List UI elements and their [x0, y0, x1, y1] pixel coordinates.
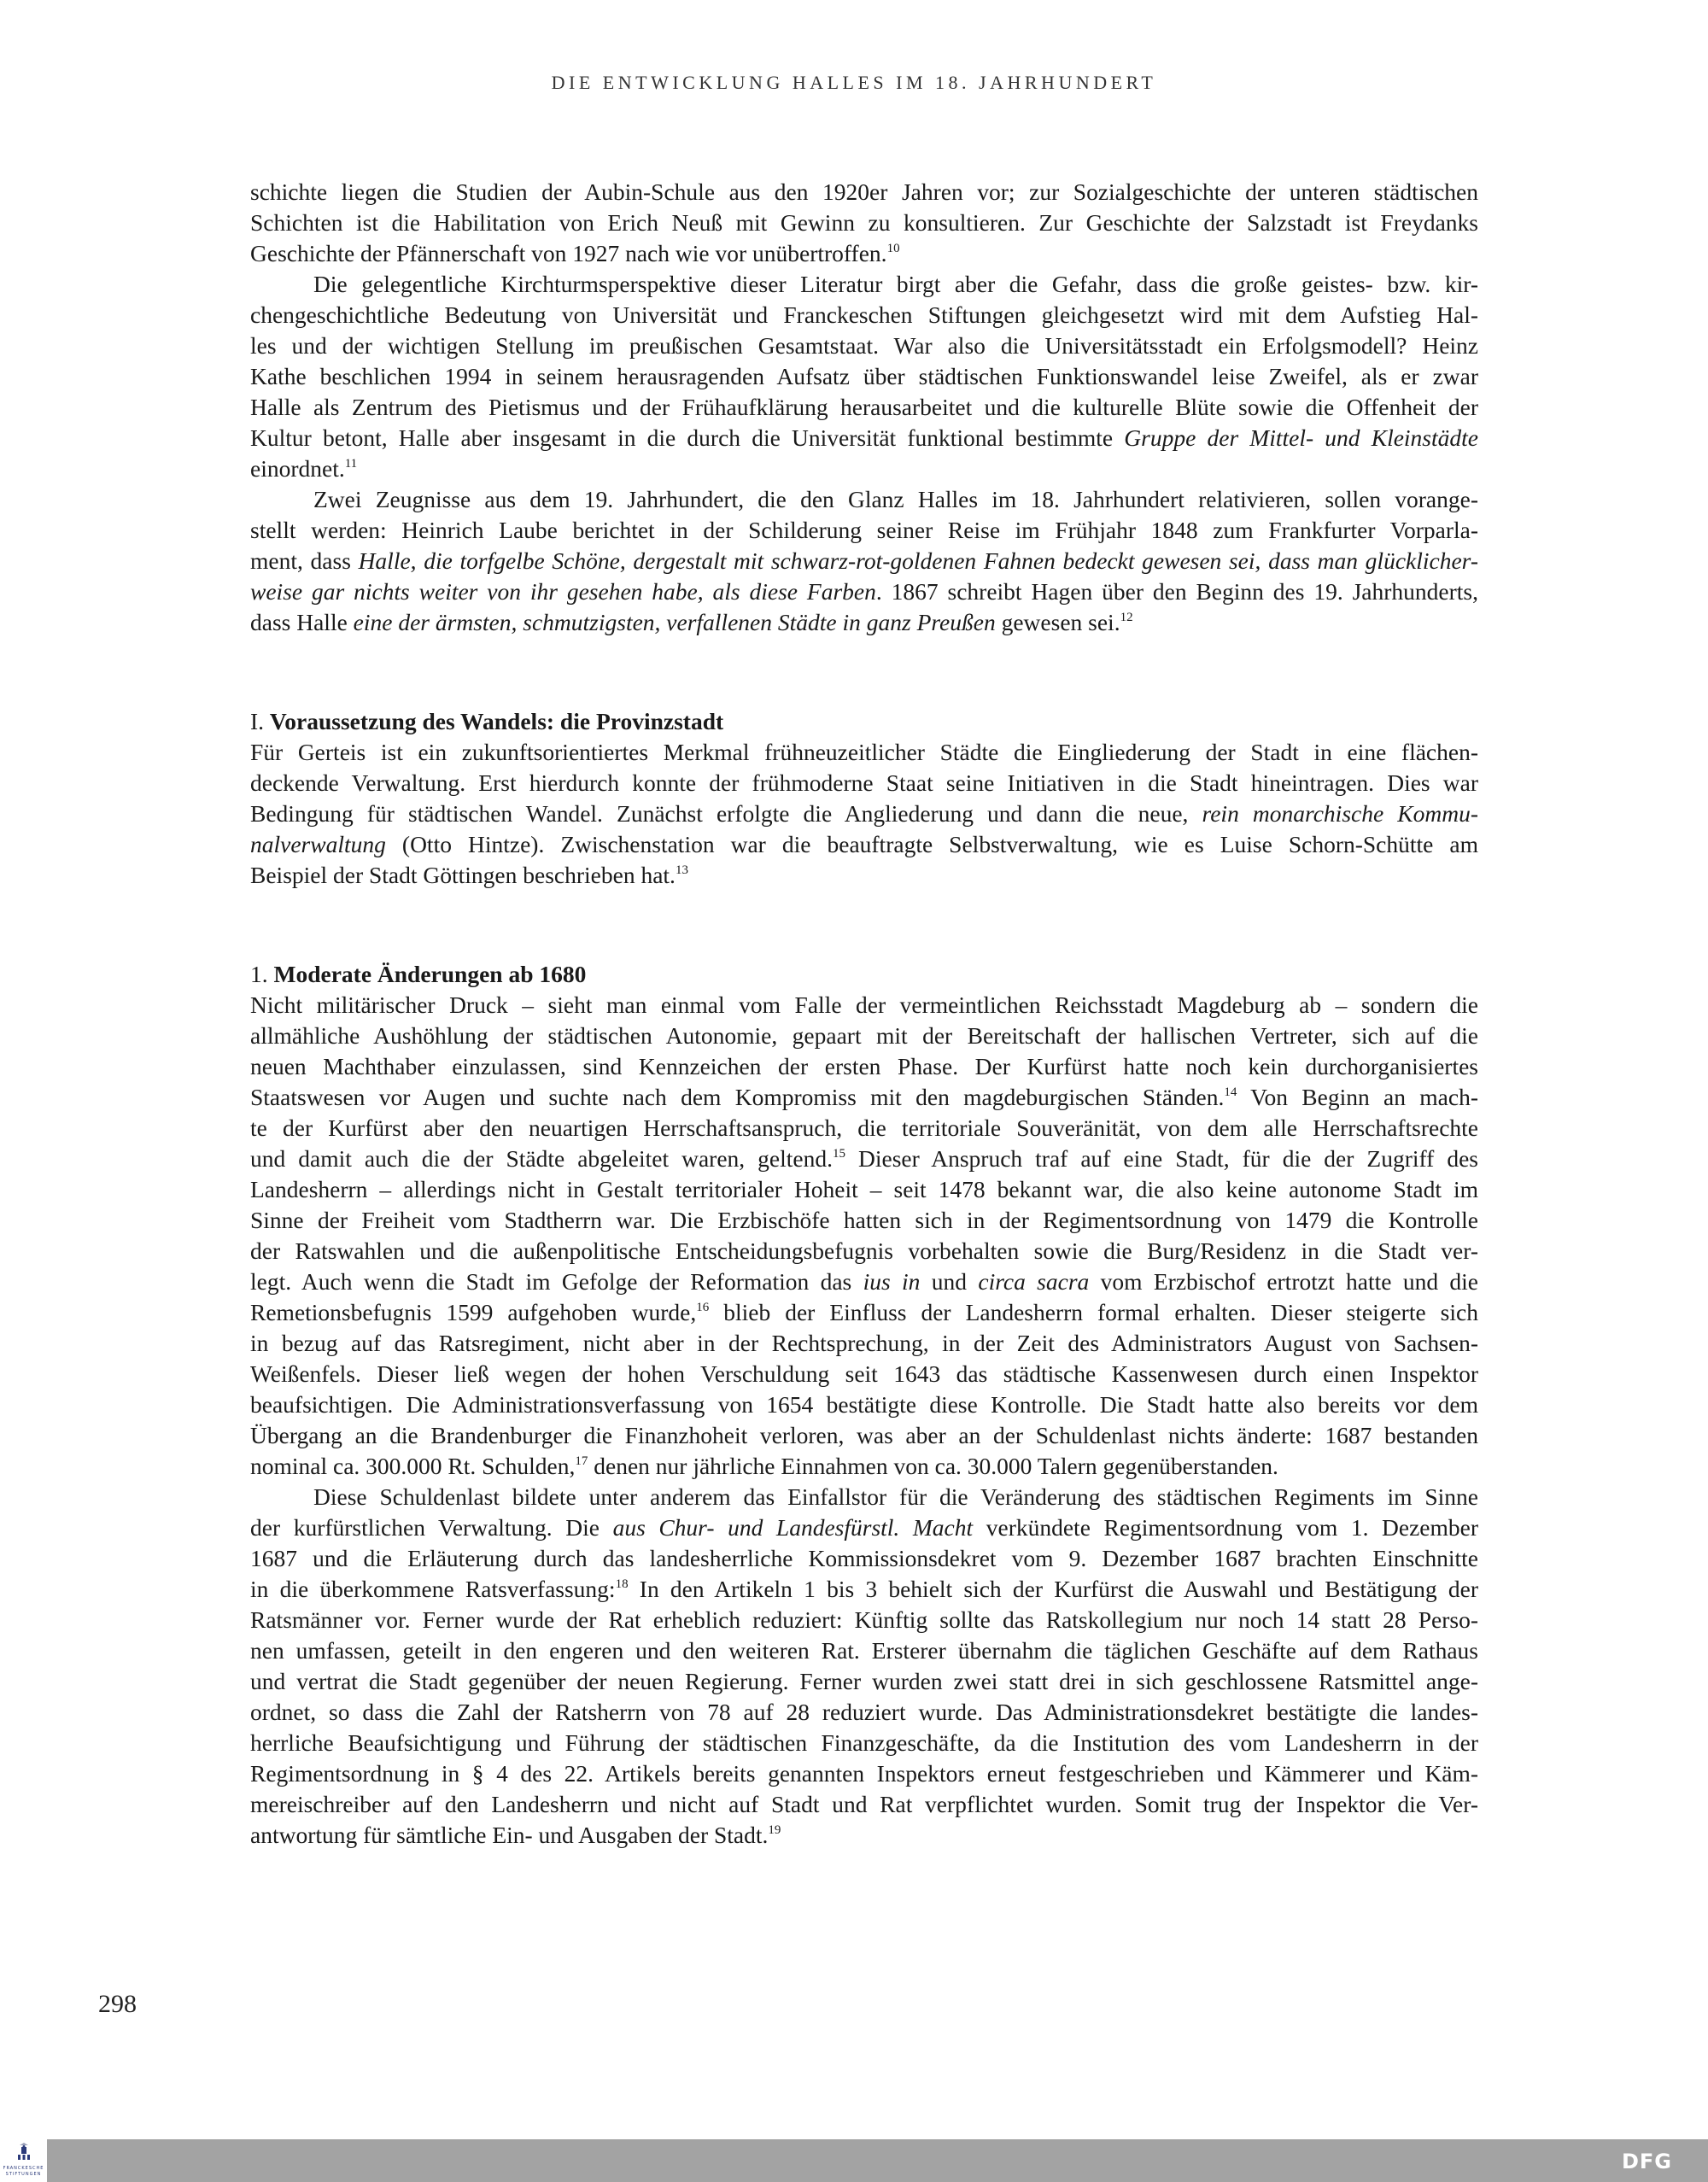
footnote-marker[interactable]: 16 [696, 1301, 710, 1314]
text-line [250, 1546, 1478, 1571]
text-run: 1687 und die Erläuterung durch das landesherrliche Kommissionsdekret vom 9. Dezember 1687 brachten Einschnitte [250, 1545, 1478, 1571]
section-number: 1. [250, 961, 274, 987]
text-run: Halle als Zentrum des Pietismus und der Frühaufklärung herausarbeitet und die kulturelle Blüte sowie die Offenheit der [250, 394, 1478, 420]
text-run: stellt werden: Heinrich Laube berichtet in der Schilderung seiner Reise im Frühjahr 1848 zum Frankfurter Vorparla- [250, 517, 1478, 543]
text-run: Übergang an die Brandenburger die Finanzhoheit verloren, was aber an der Schuldenlast nichts änderte: 1687 bestanden [250, 1422, 1478, 1448]
text-run: der kurfürstlichen Verwaltung. Die [250, 1514, 613, 1541]
text-line [250, 1238, 1478, 1264]
logo-text-line2: STIFTUNGEN [5, 2172, 42, 2177]
text-run: vom Erzbischof ertrotzt hatte und die [1089, 1268, 1479, 1295]
text-line [250, 1269, 1478, 1295]
text-run: Moderate Änderungen ab 1680 [273, 961, 587, 987]
footnote-marker[interactable]: 11 [344, 457, 358, 471]
text-run: legt. Auch wenn die Stadt im Gefolge der Reformation das [250, 1268, 863, 1295]
text-line [250, 770, 1478, 796]
footnote-marker[interactable]: 19 [768, 1823, 781, 1837]
footnote-marker[interactable]: 18 [615, 1577, 629, 1591]
italic-quote: Halle, die torfgelbe Schöne, dergestalt mit schwarz-rot-goldenen Fahnen bedeckt gewesen sei, dass man glücklicher- [358, 547, 1478, 574]
text-line [250, 548, 1478, 574]
text-run: Bedingung für städtischen Wandel. Zunächst erfolgte die Angliederung und dann die neue, [250, 800, 1202, 827]
footer-bar [47, 2139, 1708, 2182]
text-run: Zwei Zeugnisse aus dem 19. Jahrhundert, die den Glanz Halles im 18. Jahrhundert relativieren, sollen vorange- [313, 486, 1478, 512]
text-line [250, 1792, 1478, 1817]
text-line [250, 1761, 1478, 1787]
text-run: Dieser Anspruch traf auf eine Stadt, für die der Zugriff des [845, 1145, 1478, 1172]
text-run: herrliche Beaufsichtigung und Führung der städtischen Finanzgeschäfte, da die Institution des vom Landesherrn in der [250, 1729, 1478, 1756]
text-run: dass Halle [250, 609, 354, 635]
foundation-figure-icon [17, 2143, 31, 2162]
italic-quote: circa sacra [978, 1268, 1090, 1295]
text-run: Voraussetzung des Wandels: die Provinzstadt [269, 708, 724, 734]
text-run: blieb der Einfluss der Landesherrn formal erhalten. Dieser steigerte sich [709, 1299, 1478, 1325]
page-number: 298 [98, 1990, 137, 2018]
text-line [250, 1392, 1478, 1418]
text-run: nominal ca. 300.000 Rt. Schulden, [250, 1453, 576, 1479]
text-line [250, 1822, 1478, 1848]
text-line [250, 456, 1478, 482]
text-run: Schichten ist die Habilitation von Erich Neuß mit Gewinn zu konsultieren. Zur Geschichte der Salzstadt ist Freydanks [250, 209, 1478, 236]
text-line [250, 1177, 1478, 1202]
text-line [250, 863, 1478, 888]
text-line [250, 302, 1478, 328]
text-run: mereischreiber auf den Landesherrn und nicht auf Stadt und Rat verpflichtet wurden. Somit trug der Inspektor die Ver- [250, 1791, 1478, 1817]
text-line [250, 1085, 1478, 1110]
text-run: Beispiel der Stadt Göttingen beschrieben hat. [250, 862, 676, 888]
italic-quote: aus Chur- und Landesfürstl. Macht [612, 1514, 974, 1541]
footnote-marker[interactable]: 10 [886, 242, 900, 255]
text-line [250, 241, 1478, 266]
text-run: der Ratswahlen und die außenpolitische Entscheidungsbefugnis vorbehalten sowie die Burg/Residenz in die Stadt ver- [250, 1237, 1478, 1264]
running-head: DIE ENTWICKLUNG HALLES IM 18. JAHRHUNDERT [551, 72, 1157, 93]
italic-quote: rein monarchische Kommu- [1202, 800, 1478, 827]
footnote-marker[interactable]: 12 [1120, 611, 1133, 624]
text-run: und damit auch die der Städte abgeleitet waren, geltend. [250, 1145, 833, 1172]
italic-quote: ius in [863, 1268, 921, 1295]
text-line [250, 395, 1478, 420]
text-run: ordnet, so dass die Zahl der Ratsherrn von 78 auf 28 reduziert wurde. Das Administrationsdekret bestätigte die landes- [250, 1699, 1478, 1725]
text-line [250, 364, 1478, 389]
text-line [250, 333, 1478, 359]
italic-quote: weise gar nichts weiter von ihr gesehen habe, als diese Farben [250, 578, 876, 605]
text-run: Für Gerteis ist ein zukunftsorientiertes Merkmal frühneuzeitlicher Städte die Eingliederung der Stadt in eine flächen- [250, 739, 1478, 765]
text-line [250, 1607, 1478, 1633]
text-line [250, 1699, 1478, 1725]
text-run: te der Kurfürst aber den neuartigen Herrschaftsanspruch, die territoriale Souveränität, von dem alle Herrschaftsrechte [250, 1114, 1478, 1141]
text-line [250, 1146, 1478, 1172]
text-line [250, 1423, 1478, 1448]
italic-quote: Gruppe der Mittel- und Kleinstädte [1124, 424, 1478, 451]
text-line [250, 518, 1478, 543]
section-number: I. [250, 708, 270, 734]
text-run: neuen Machthaber einzulassen, sind Kennzeichen der ersten Phase. Der Kurfürst hatte noch kein durchorganisiertes [250, 1053, 1478, 1079]
text-line [250, 1023, 1478, 1049]
section-heading [250, 962, 1478, 987]
text-line [250, 1300, 1478, 1325]
text-line [250, 1331, 1478, 1356]
text-run: Kathe beschlichen 1994 in seinem herausragenden Aufsatz über städtischen Funktionswandel leise Zweifel, als er zwar [250, 363, 1478, 389]
text-line [250, 1115, 1478, 1141]
text-run: Von Beginn an mach- [1237, 1084, 1478, 1110]
text-line [250, 1361, 1478, 1387]
text-line [250, 1638, 1478, 1664]
text-run: Landesherrn – allerdings nicht in Gestalt territorialer Hoheit – seit 1478 bekannt war, die also keine autonome Stadt im [250, 1176, 1478, 1202]
text-run: les und der wichtigen Stellung im preußischen Gesamtstaat. War also die Universitätsstadt ein Erfolgsmodell? Heinz [250, 332, 1478, 359]
text-line [250, 1054, 1478, 1079]
text-line [250, 1669, 1478, 1694]
text-run: Diese Schuldenlast bildete unter anderem das Einfallstor für die Veränderung des städtischen Regiments im Sinne [313, 1483, 1478, 1510]
text-run: antwortung für sämtliche Ein- und Ausgaben der Stadt. [250, 1822, 769, 1848]
text-line [250, 210, 1478, 236]
text-run: Ratsmänner vor. Ferner wurde der Rat erheblich reduziert: Künftig sollte das Ratskollegium nur noch 14 statt 28 Perso- [250, 1606, 1478, 1633]
text-line [313, 1484, 1478, 1510]
dfg-logo: DFG [1621, 2150, 1672, 2173]
footnote-marker[interactable]: 15 [832, 1147, 845, 1161]
text-run: beaufsichtigen. Die Administrationsverfassung von 1654 bestätigte diese Kontrolle. Die Stadt hatte also bereits vor dem [250, 1391, 1478, 1418]
footnote-marker[interactable]: 13 [675, 863, 688, 877]
text-line [250, 1454, 1478, 1479]
footnote-marker[interactable]: 17 [575, 1454, 588, 1468]
section-heading [250, 709, 1478, 734]
text-run: verkündete Regimentsordnung vom 1. Dezember [973, 1514, 1479, 1541]
text-run: und vertrat die Stadt gegenüber der neuen Regierung. Ferner wurden zwei statt drei in sich geschlossene Ratsmittel ange- [250, 1668, 1478, 1694]
text-line [250, 992, 1478, 1018]
text-run: Die gelegentliche Kirchturmsperspektive dieser Literatur birgt aber die Gefahr, dass die große geistes- bzw. kir- [313, 271, 1478, 297]
text-line [313, 487, 1478, 512]
text-run: einordnet. [250, 455, 345, 482]
text-run: ment, dass [250, 547, 359, 574]
text-line [250, 740, 1478, 765]
text-run: in bezug auf das Ratsregiment, nicht aber in der Rechtsprechung, in der Zeit des Administrators August von Sachsen- [250, 1330, 1478, 1356]
text-line [250, 1208, 1478, 1233]
text-run: nen umfassen, geteilt in den engeren und den weiteren Rat. Ersterer übernahm die täglichen Geschäfte auf dem Rathaus [250, 1637, 1478, 1664]
text-run: Sinne der Freiheit vom Stadtherrn war. Die Erzbischöfe hatten sich in der Regimentsordnung von 1479 die Kontrolle [250, 1207, 1478, 1233]
text-run: Kultur betont, Halle aber insgesamt in die durch die Universität funktional bestimmte [250, 424, 1125, 451]
text-run: gewesen sei. [995, 609, 1120, 635]
text-line [250, 1577, 1478, 1602]
text-run: denen nur jährliche Einnahmen von ca. 30.000 Talern gegenüberstanden. [588, 1453, 1278, 1479]
text-run: schichte liegen die Studien der Aubin-Schule aus den 1920er Jahren vor; zur Sozialgeschichte der unteren städtischen [250, 178, 1478, 205]
text-run: Staatswesen vor Augen und suchte nach dem Kompromiss mit den magdeburgischen Ständen. [250, 1084, 1225, 1110]
text-line [313, 272, 1478, 297]
text-run: chengeschichtliche Bedeutung von Universität und Franckeschen Stiftungen gleichgesetzt wird mit dem Aufstieg Hal- [250, 301, 1478, 328]
text-run: (Otto Hintze). Zwischenstation war die beauftragte Selbstverwaltung, wie es Luise Schorn-Schütte am [385, 831, 1478, 857]
text-run: deckende Verwaltung. Erst hierdurch konnte der frühmoderne Staat seine Initiativen in die Stadt hineintragen. Dies war [250, 769, 1478, 796]
text-run: Remetionsbefugnis 1599 aufgehoben wurde, [250, 1299, 697, 1325]
text-line [250, 1730, 1478, 1756]
text-line [250, 610, 1478, 635]
text-run: Weißenfels. Dieser ließ wegen der hohen Verschuldung seit 1643 das städtische Kassenwesen durch einen Inspektor [250, 1360, 1478, 1387]
text-run: Regimentsordnung in § 4 des 22. Artikels bereits genannten Inspektors erneut festgeschrieben und Kämmerer und Käm- [250, 1760, 1478, 1787]
text-line [250, 579, 1478, 605]
text-run: allmähliche Aushöhlung der städtischen Autonomie, gepaart mit der Bereitschaft der hallischen Vertreter, sich auf die [250, 1022, 1478, 1049]
text-run: in die überkommene Ratsverfassung: [250, 1576, 616, 1602]
logo-text-line1: FRANCKESCHE [3, 2166, 44, 2171]
italic-quote: nalverwaltung [250, 831, 386, 857]
text-line [250, 801, 1478, 827]
text-line [250, 1515, 1478, 1541]
text-run: In den Artikeln 1 bis 3 behielt sich der Kurfürst die Auswahl und Bestätigung der [628, 1576, 1478, 1602]
text-run: und [920, 1268, 979, 1295]
italic-quote: eine der ärmsten, schmutzigsten, verfallenen Städte in ganz Preußen [353, 609, 996, 635]
text-run: Geschichte der Pfännerschaft von 1927 nach wie vor unübertroffen. [250, 240, 887, 266]
text-line [250, 179, 1478, 205]
text-run: Nicht militärischer Druck – sieht man einmal vom Falle der vermeintlichen Reichsstadt Magdeburg ab – sondern die [250, 992, 1478, 1018]
text-line [250, 425, 1478, 451]
text-run: . 1867 schreibt Hagen über den Beginn des 19. Jahrhunderts, [875, 578, 1478, 605]
franckesche-stiftungen-logo [0, 2139, 47, 2182]
text-line [250, 832, 1478, 857]
footnote-marker[interactable]: 14 [1224, 1085, 1237, 1099]
